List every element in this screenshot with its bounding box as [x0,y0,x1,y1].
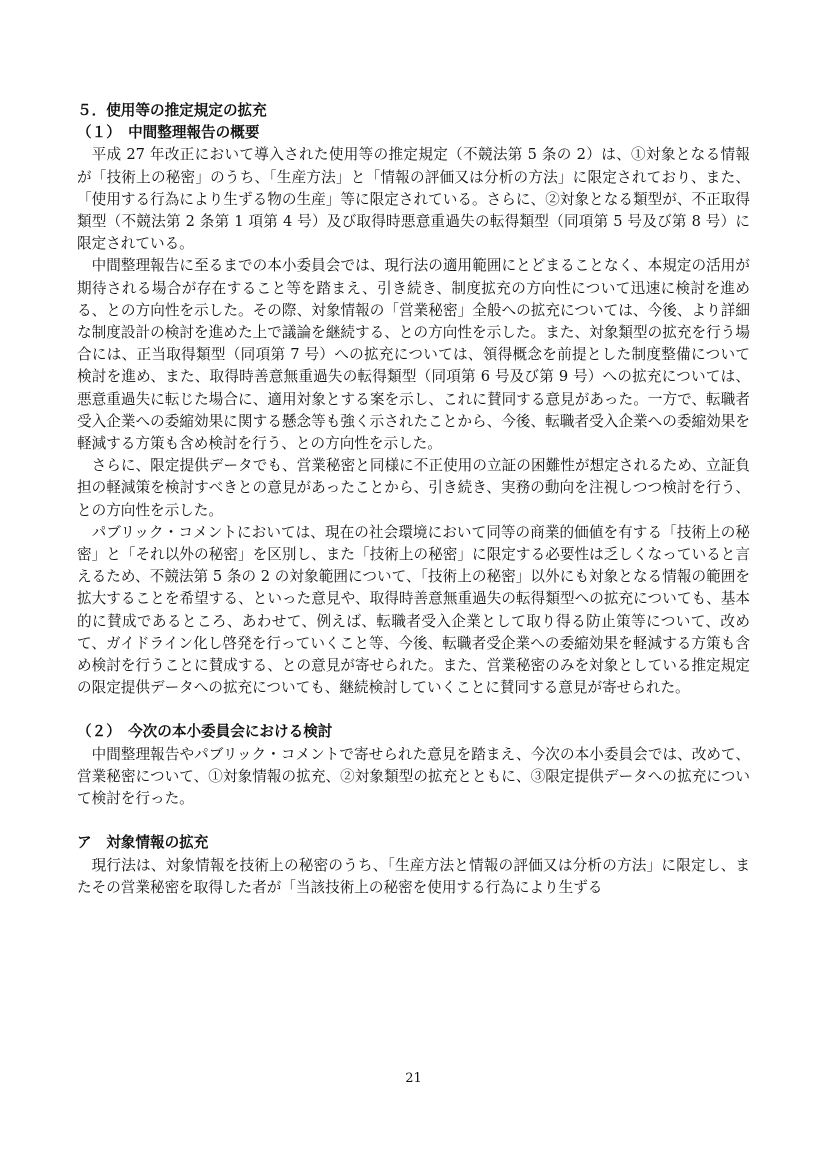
subsection-heading-a: ア 対象情報の拡充 [77,834,209,852]
page-content [77,100,750,899]
paragraph: 中間整理報告に至るまでの本小委員会では、現行法の適用範囲にとどまることなく、本規定の活用が期待される場合が存在すること等を踏まえ、引き続き、制度拡充の方向性について迅速に検討を進める、との方向性を示した。その際、対象情報の「営業秘密」全般への拡充については、今後、より詳細な制度設計の検討を進めた上で議論を継続する、との方向性を示した。また、対象類型の拡充を行う場合には、正当取得類型（同項第 7 号）への拡充については、領得概念を前提とした制度整備について検討を進め、また、取得時善意無重過失の転得類型（同項第 6 号及び第 9 号）への拡充については、悪意重過失に転じた場合に、適用対象とする案を示し、これに賛同する意見があった。一方で、転職者受入企業への委縮効果に関する懸念等も強く示されたことから、今後、転職者受入企業への委縮効果を軽減する方策も含め検討を行う、との方向性を示した。 [77,257,750,453]
paragraph: さらに、限定提供データでも、営業秘密と同様に不正使用の立証の困難性が想定されるため、立証負担の軽減策を検討すべきとの意見があったことから、引き続き、実務の動向を注視しつつ検討を行う、との方向性を示した。 [77,457,750,519]
spacer [77,699,750,721]
paragraph: 現行法は、対象情報を技術上の秘密のうち、「生産方法と情報の評価又は分析の方法」に限定し、またその営業秘密を取得した者が「当該技術上の秘密を使用する行為により生ずる [77,856,750,896]
paragraph: パブリック・コメントにおいては、現在の社会環境において同等の商業的価値を有する「技術上の秘密」と「それ以外の秘密」を区別し、また「技術上の秘密」に限定する必要性は乏しくなっていると言えるため、不競法第 5 条の 2 の対象範囲について、「技術上の秘密」以外にも対象となる情報の範囲を拡大することを希望する、といった意見や、取得時善意無重過失の転得類型への拡充についても、基本的に賛成であるところ、あわせて、例えば、転職者受入企業として取り得る防止策等について、改めて、ガイドライン化し啓発を行っていくこと等、今後、転職者受企業への委縮効果を軽減する方策も含め検討を行うことに賛成する、との意見が寄せられた。また、営業秘密のみを対象としている推定規定の限定提供データへの拡充についても、継続検討していくことに賛同する意見が寄せられた。 [77,523,750,697]
page-number: 21 [405,1071,422,1086]
subsection-heading-2: （２） 今次の本小委員会における検討 [77,723,333,741]
section-heading: ５．使用等の推定規定の拡充 [77,102,267,119]
paragraph: 中間整理報告やパブリック・コメントで寄せられた意見を踏まえ、今次の本小委員会では、改めて、営業秘密について、①対象情報の拡充、②対象類型の拡充とともに、③限定提供データへの拡充について検討を行った。 [77,745,750,808]
paragraph: 平成 27 年改正において導入された使用等の推定規定（不競法第 5 条の 2）は、①対象となる情報が「技術上の秘密」のうち、「生産方法」と「情報の評価又は分析の方法」に限定されており、また、「使用する行為により生ずる物の生産」等に限定されている。さらに、②対象となる類型が、不正取得類型（不競法第 2 条第 1 項第 4 号）及び取得時悪意重過失の転得類型（同項第 5 号及び第 8 号）に限定されている。 [77,146,750,253]
subsection-heading-1: （１） 中間整理報告の概要 [77,124,260,142]
spacer [77,810,750,832]
